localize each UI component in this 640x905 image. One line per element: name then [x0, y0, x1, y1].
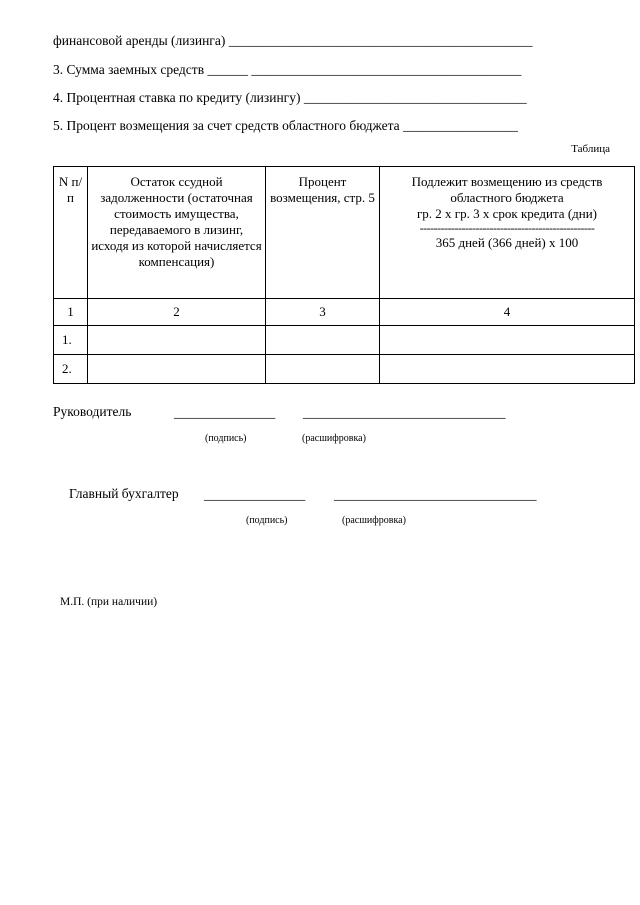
- column-number: 2: [88, 299, 266, 326]
- table-cell[interactable]: [380, 355, 635, 384]
- table-header-row: [54, 167, 635, 299]
- form-line-label: 3. Сумма заемных средств: [53, 62, 205, 77]
- name-line-accountant: ______________________________: [334, 487, 537, 502]
- column-number: 3: [266, 299, 380, 326]
- header-refund-numerator: гр. 2 х гр. 3 х срок кредита (дни): [416, 206, 598, 221]
- header-number: N п/п: [54, 167, 88, 299]
- table-caption: Таблица: [571, 143, 610, 155]
- header-refund-title: Подлежит возмещению из средств областного бюджета: [411, 174, 603, 205]
- form-line-interest-rate: [53, 90, 527, 106]
- form-line-lease: [53, 33, 532, 49]
- table-cell[interactable]: [88, 326, 266, 355]
- signature-caption-accountant: (подпись): [246, 515, 288, 526]
- name-caption-accountant: (расшифровка): [342, 515, 406, 526]
- signature-label-head: Руководитель: [53, 404, 132, 419]
- name-caption-head: (расшифровка): [302, 433, 366, 444]
- table-cell[interactable]: [266, 355, 380, 384]
- row-number: 1.: [54, 326, 88, 355]
- name-line-head: ______________________________: [303, 405, 506, 420]
- form-line-blank: ______ ________________________________________: [207, 62, 522, 77]
- table-row: [54, 326, 635, 355]
- signature-label-accountant: Главный бухгалтер: [69, 486, 179, 501]
- signature-line-head: _______________: [174, 405, 276, 420]
- form-line-loan-amount: [53, 62, 521, 78]
- header-refund-denominator: 365 дней (366 дней) х 100: [435, 235, 579, 250]
- table-row: [54, 355, 635, 384]
- form-line-blank: _________________: [403, 118, 518, 133]
- signature-line-accountant: _______________: [204, 487, 306, 502]
- table-cell[interactable]: [266, 326, 380, 355]
- form-line-blank: _________________________________: [303, 90, 527, 105]
- signature-caption-head: (подпись): [205, 433, 247, 444]
- stamp-note: М.П. (при наличии): [60, 596, 158, 608]
- header-refund: [380, 167, 635, 299]
- form-line-label: финансовой аренды (лизинга): [53, 33, 226, 48]
- form-line-blank: _____________________________________________: [228, 33, 533, 48]
- table-cell[interactable]: [380, 326, 635, 355]
- table-cell[interactable]: [88, 355, 266, 384]
- form-line-label: 5. Процент возмещения за счет средств областного бюджета: [53, 118, 400, 133]
- column-number: 4: [380, 299, 635, 326]
- compensation-table: [53, 166, 635, 384]
- fraction-divider: --------------------------------------------------: [419, 222, 595, 235]
- header-balance: Остаток ссудной задолженности (остаточная стоимость имущества, передаваемого в лизинг, исходя из которой начисляется компенсация): [88, 167, 266, 299]
- form-line-label: 4. Процентная ставка по кредиту (лизингу): [53, 90, 301, 105]
- header-percent: Процент возмещения, стр. 5: [266, 167, 380, 299]
- column-number-row: [54, 299, 635, 326]
- row-number: 2.: [54, 355, 88, 384]
- form-line-refund-percent: [53, 118, 518, 134]
- column-number: 1: [54, 299, 88, 326]
